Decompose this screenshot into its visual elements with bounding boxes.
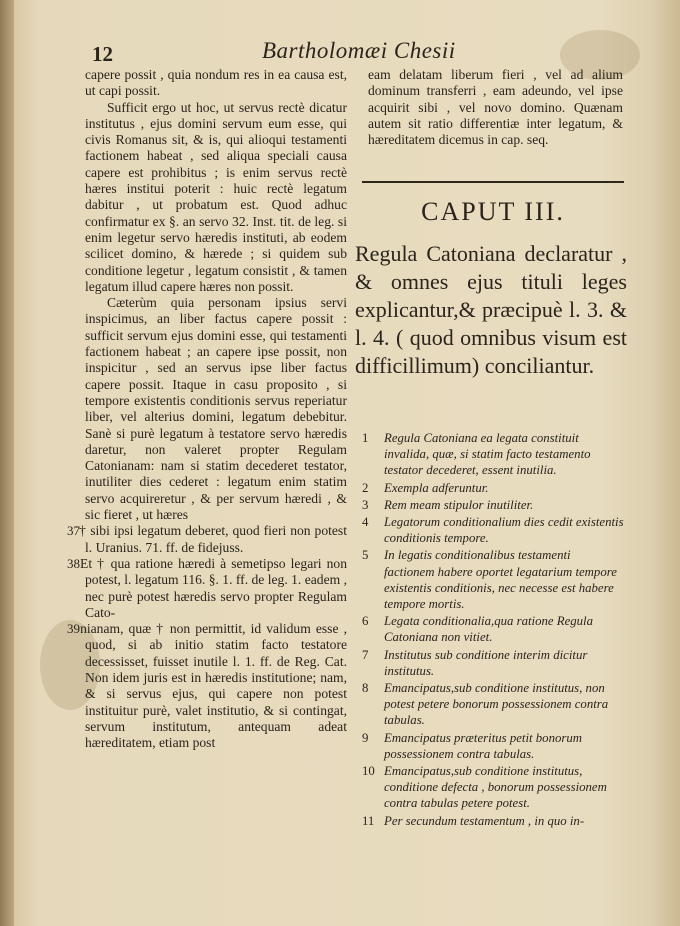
summary-text: Per secundum testamentum , in quo in- [384, 813, 585, 828]
summary-number: 7 [362, 647, 369, 662]
summary-item [362, 763, 624, 812]
summary-number: 10 [362, 764, 375, 779]
paragraph-text: Et † qua ratione hæredi à semetipso legari non potest, l. legatum 116. §. 1. ff. de leg. 1. eadem , nec purè potest hæredis servo propter Regulam Cato- [80, 555, 347, 620]
chapter-title: Regula Catoniana declaratur , & omnes ejus tituli leges explicantur,& præcipuè l. 3. & l. 4. ( quod omnibus visum est difficillimum) conciliantur. [355, 241, 627, 378]
summary-number: 2 [362, 480, 369, 495]
summary-text: Exempla adferuntur. [384, 480, 489, 495]
paragraph-margin-38: 38 Et † qua ratione hæredi à semetipso legari non potest, l. legatum 116. §. 1. ff. de leg. 1. eadem , nec purè potest hæredis servo propter Regulam Cato- [67, 555, 347, 620]
summary-text: Emancipatus præteritus petit bonorum possessionem contra tabulas. [384, 730, 582, 761]
summary-number: 4 [362, 515, 369, 530]
paragraph-margin-39: 39 nianam, quæ † non permittit, id validum esse , quod, si ab initio statim facto testatore decessisset, fuisset inutile l. 1. ff. de Reg. Cat. Non idem juris est in hæredis institutione; nam, & si servus ejus, qui capere non potest instituitur purè, valet institutio, & si contingat, servum institutum, antequam adeat hæreditatem, etiam post [67, 621, 347, 751]
running-head: Bartholomæi Chesii [262, 38, 456, 63]
paragraph: capere possit , quia nondum res in ea causa est, ut capi possit. [85, 67, 347, 99]
summary-number: 3 [362, 497, 369, 512]
summary-item [362, 680, 624, 729]
left-column [67, 67, 348, 867]
section-rule [362, 181, 624, 183]
summary-text: Emancipatus,sub conditione institutus, conditione defecta , bonorum possessionem contra tabulas petere potest. [384, 764, 607, 811]
summary-item [362, 514, 624, 546]
summary-item [362, 547, 624, 612]
summary-text: Emancipatus,sub conditione institutus, non potest petere bonorum possessionem contra tabulas. [384, 681, 609, 728]
summary-text: Legatorum conditionalium dies cedit existentis conditionis tempore. [384, 515, 624, 546]
summary-item [362, 613, 624, 645]
summary-item [362, 480, 624, 496]
page-number: 12 [92, 42, 113, 66]
summary-number: 9 [362, 730, 369, 745]
book-spine [0, 0, 14, 926]
summary-item [362, 430, 624, 479]
summary-number: 5 [362, 548, 369, 563]
summary-text: Institutus sub conditione interim dicitur institutus. [384, 647, 588, 678]
paragraph: Cæterùm quia personam ipsius servi inspicimus, an liber factus capere possit : sufficit servum ejus domini esse, qui testamenti factionem habeat ; an capere ipse possit, non inspicitur , sed an servus ipse liber factus capere possit. Itaque in casu proposito , si tempore existentis conditionis servus reperiatur liber, vel alterius domini, legatum debebitur. Sanè si purè legatum à testatore servo hæredis daretur, non valeret propter Regulam Catonianam: nam si statim decederet testator, inutiliter dies cederet : legatum enim statim servo acquireretur , & per servum hæredi , & sic fieret , ut hæres [85, 295, 347, 523]
summary-text: Legata conditionalia,qua ratione Regula Catoniana non vitiet. [384, 614, 593, 645]
summary-number: 1 [362, 431, 369, 445]
summary-item [362, 730, 624, 762]
summary-number: 11 [362, 813, 375, 828]
summary-item [362, 647, 624, 679]
summary-text: Rem meam stipulor inutiliter. [384, 497, 534, 512]
summary-item [362, 497, 624, 513]
chapter-summary [362, 430, 624, 830]
summary-number: 6 [362, 614, 369, 629]
summary-text: In legatis conditionalibus testamenti factionem habere oportet legatarium tempore existentis conditionis, nec necesse est habere tempore mortis. [384, 548, 617, 612]
right-column-top [368, 67, 623, 167]
summary-number: 8 [362, 681, 369, 696]
paragraph: Sufficit ergo ut hoc, ut servus rectè dicatur institutus , ejus domini servum eum esse, qui civis Romanus sit, & is, qui alioqui testamenti factionem habeat , sed aliqua speciali causa capere est prohibitus ; is enim servus rectè hæres institui poterit : huic rectè legatum dabitur , ut probatum est. Quod adhuc confirmatur ex §. an servo 32. Inst. tit. de leg. si enim legetur servo hæredis instituti, ab eodem scilicet domino, & hærede ; si quidem sub conditione legetur , legatum consistit , & tamen legatum illud capere hæres non possit. [85, 99, 347, 294]
chapter-heading: CAPUT III. [421, 197, 565, 226]
paragraph-margin-37: 37 † sibi ipsi legatum deberet, quod fieri non potest l. Uranius. 71. ff. de fidejuss. [67, 523, 348, 555]
summary-text: Regula Catoniana ea legata constituit invalida, quæ, si statim facto testamento testator decederet, essent inutilia. [384, 431, 591, 478]
summary-item [362, 813, 624, 829]
paragraph-text: nianam, quæ † non permittit, id validum esse , quod, si ab initio statim facto testatore decessisset, fuisset inutile l. 1. ff. de Reg. Cat. Non idem juris est in hæredis institutione; nam, & si servus ejus, qui capere non potest instituitur purè, valet institutio, & si contingat, servum institutum, antequam adeat hæreditatem, etiam post [80, 621, 347, 751]
paragraph: eam delatam liberum fieri , vel ad alium dominum transferri , eam adeundo, vel ipse acquirit sibi , vel novo domino. Quænam autem sit ratio differentiæ inter legatum, & hæreditatem dicemus in cap. seq. [368, 67, 623, 148]
paragraph-text: † sibi ipsi legatum deberet, quod fieri non potest l. Uranius. 71. ff. de fidejuss. [78, 523, 348, 555]
